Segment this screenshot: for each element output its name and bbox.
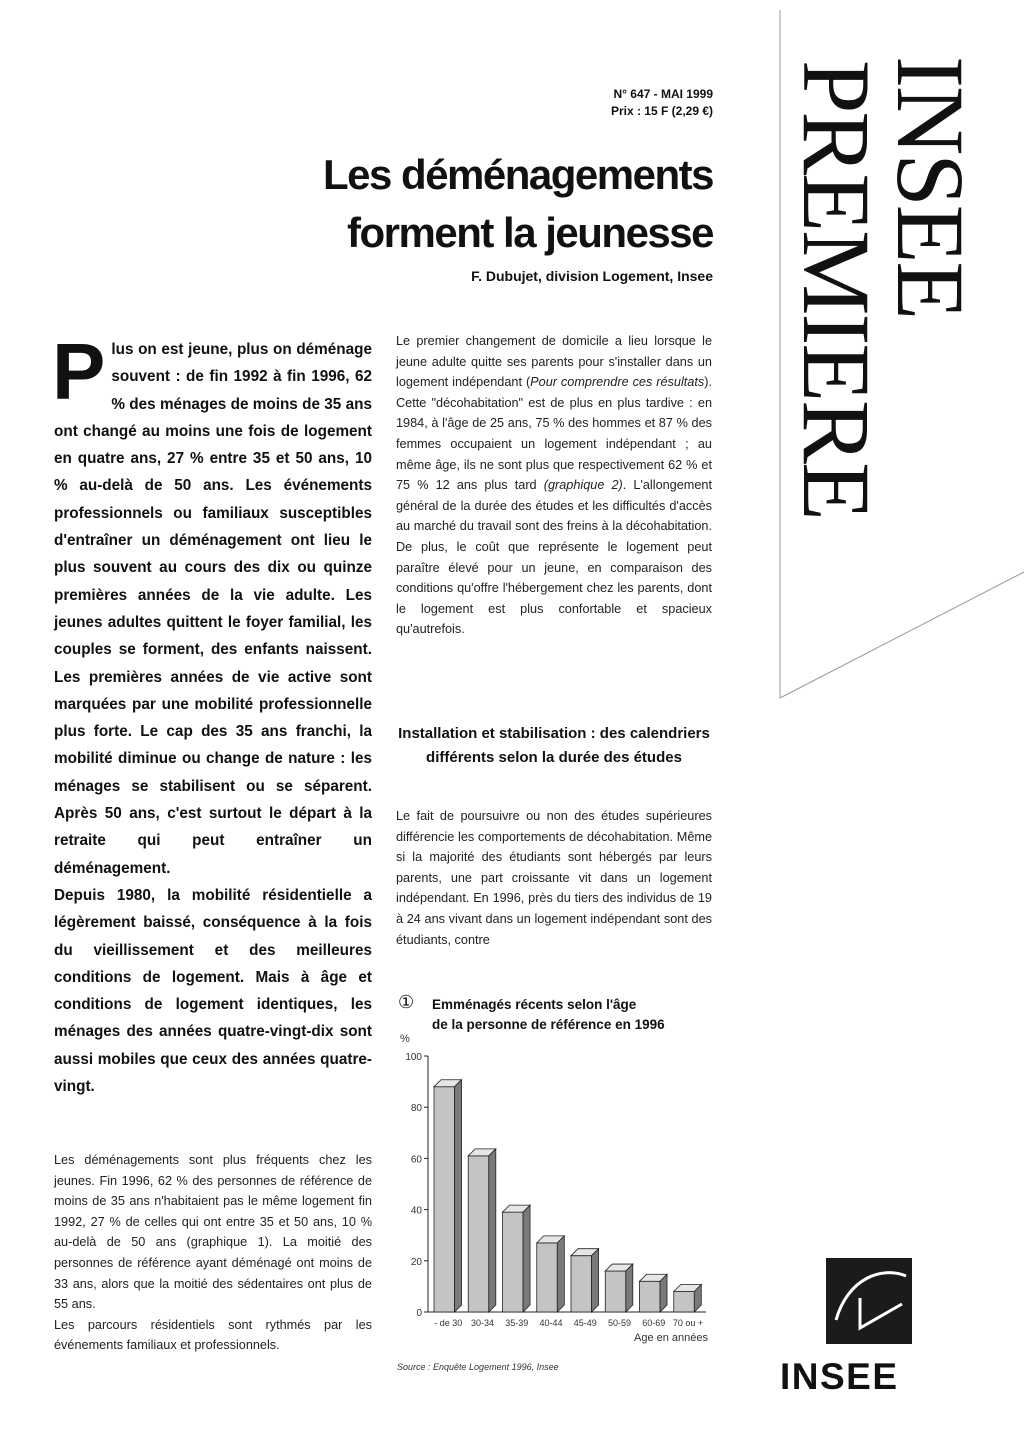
bar-3 (537, 1236, 565, 1312)
bar-7 (674, 1285, 702, 1312)
column-2-paragraph-1 (396, 331, 712, 640)
bar-front (434, 1087, 455, 1312)
column-2-paragraph-2: Le fait de poursuivre ou non des études supérieures différencie les comportements de décohabitation. Même si la majorité des étudiants sont hébergés par leurs parents, une part croissante vit dans un logement indépendant. En 1996, près du tiers des individus de 19 à 24 ans vivant dans un logement indépendant sont des étudiants, contre (396, 809, 712, 947)
bar-side (557, 1236, 564, 1312)
bar-side (626, 1264, 633, 1312)
chart-bars (434, 1080, 701, 1312)
title-line-1: Les déménagements (323, 151, 713, 198)
column-1-body (54, 1150, 372, 1356)
bar-6 (640, 1274, 668, 1312)
col1-paragraph-2: Les parcours résidentiels sont rythmés par les événements familiaux et professionnels. (54, 1317, 372, 1353)
insee-logo-mark (826, 1258, 912, 1344)
lead-paragraph-1-text: lus on est jeune, plus on déménage souvent : de fin 1992 à fin 1996, 62 % des ménages de moins de 35 ans ont changé au moins une fois de logement en quatre ans, 27 % entre 35 et 50 ans, 10 % au-delà de 50 ans. Les événements professionnels ou familiaux susceptibles d'entraîner un déménagement ont lieu le plus souvent au cours des dix ou quinze premières années de la vie adulte. Les jeunes adultes quittent le foyer familial, les couples se forment, des enfants naissent. Les premières années de vie active sont marquées par une mobilité professionnelle plus forte. Le cap des 35 ans franchi, la mobilité diminue ou change de nature : les ménages se stabilisent ou se séparent. Après 50 ans, c'est surtout le départ à la retraite qui peut entraîner un déménagement. (54, 341, 372, 877)
page-title (323, 146, 713, 262)
masthead-insee: INSEE (877, 56, 984, 318)
lead-text (52, 327, 372, 1100)
bar-chart (390, 1030, 720, 1350)
y-axis-unit: % (400, 1033, 410, 1045)
bar-side (489, 1149, 496, 1312)
y-tick-label: 100 (405, 1052, 422, 1063)
y-tick-label: 40 (410, 1205, 422, 1217)
insee-logo-text: INSEE (780, 1356, 899, 1397)
masthead (782, 8, 1024, 698)
figure-source: Source : Enquête Logement 1996, Insee (397, 1362, 559, 1372)
lead-paragraph-2: Depuis 1980, la mobilité résidentielle a légèrement baissé, conséquence à la fois du vieillissement et des meilleures conditions de logement. Mais à âge et conditions de logement identiques, les ménages des années quatre-vingt-dix sont aussi mobiles que ceux des années quatre-vingt. (54, 886, 372, 1096)
bar-front (571, 1256, 592, 1312)
x-tick-label: 70 ou + (672, 1318, 704, 1328)
col2-p1-e: . L'allongement général de la durée des études et les difficultés d'accès au marché du travail sont des freins à la décohabitation. De plus, le coût que représente le logement peut paraître élevé pour un jeune, en comparaison des conditions qu'offre l'hébergement chez les parents, dont le logement est plus confortable et spacieux qu'autrefois. (396, 478, 712, 637)
y-tick-label: 80 (410, 1103, 422, 1115)
bar-front (674, 1292, 695, 1312)
figure-title-line-1: Emménagés récents selon l'âge (432, 997, 637, 1012)
bar-side (455, 1080, 462, 1312)
bar-front (605, 1271, 626, 1312)
bar-5 (605, 1264, 633, 1312)
issue-number: N° 647 - MAI 1999 (613, 87, 713, 101)
bar-side (660, 1274, 667, 1312)
issue-price: Prix : 15 F (2,29 €) (610, 104, 713, 118)
bar-front (537, 1243, 558, 1312)
col2-p1-ref: Pour comprendre ces résultats (530, 375, 705, 390)
col2-p1-a: Le premier changement de domicile a lieu lorsque le jeune adulte quitte ses parents pour s'installer dans un logement indépendant ( (396, 334, 712, 390)
logo-emblem-icon (826, 1258, 912, 1344)
x-tick-label: 35-39 (505, 1318, 529, 1328)
x-tick-label: 45-49 (573, 1318, 597, 1328)
figure-title-line-2: de la personne de référence en 1996 (432, 1017, 665, 1032)
masthead-premiere: PREMIERE (783, 60, 890, 519)
col2-p1-graph-ref: (graphique 2) (543, 478, 623, 493)
x-tick-label: - de 30 (434, 1318, 463, 1328)
author-line: F. Dubujet, division Logement, Insee (471, 268, 713, 284)
figure-number: ① (398, 992, 415, 1012)
bar-side (592, 1249, 599, 1312)
bar-4 (571, 1249, 599, 1312)
section-heading: Installation et stabilisation : des calendriers différents selon la durée des études (398, 725, 710, 766)
title-line-2: forment la jeunesse (347, 209, 713, 256)
x-tick-label: 40-44 (539, 1318, 563, 1328)
bar-side (523, 1205, 530, 1312)
bar-front (468, 1156, 489, 1312)
x-tick-label: 60-69 (642, 1318, 666, 1328)
bar-front (503, 1212, 524, 1312)
issue-info (611, 86, 713, 120)
bar-1 (468, 1149, 496, 1312)
col1-paragraph-1 (54, 1150, 372, 1315)
figure-title (432, 995, 665, 1035)
y-tick-label: 60 (410, 1154, 422, 1166)
col2-p1-c: ). Cette "décohabitation" est de plus en plus tardive : en 1984, à l'âge de 25 ans, 75 % des hommes et 87 % des femmes occupaient un logement indépendant ; au même âge, ils ne sont plus que respectivement 62 % et 75 % 12 ans plus tard (396, 375, 712, 493)
drop-cap: P (52, 327, 106, 416)
x-tick-label: 30-34 (471, 1318, 495, 1328)
lead-paragraph-1 (52, 327, 372, 882)
y-tick-label: 0 (416, 1308, 422, 1319)
y-tick-label: 20 (410, 1256, 422, 1268)
col1-paragraph-1-text: Les déménagements sont plus fréquents chez les jeunes. Fin 1996, 62 % des personnes de référence de moins de 35 ans n'habitaient pas le même logement fin 1992, 27 % de celles qui ont entre 35 et 50 ans, 10 % au-delà de 50 ans (graphique 1). La moitié des personnes de référence ayant déménagé ont moins de 33 ans, alors que la moitié des sédentaires ont plus de 55 ans. (54, 1153, 372, 1312)
bar-0 (434, 1080, 462, 1312)
x-tick-label: 50-59 (608, 1318, 632, 1328)
x-axis-label: Age en années (633, 1332, 708, 1344)
bar-front (640, 1281, 661, 1312)
bar-2 (503, 1205, 531, 1312)
